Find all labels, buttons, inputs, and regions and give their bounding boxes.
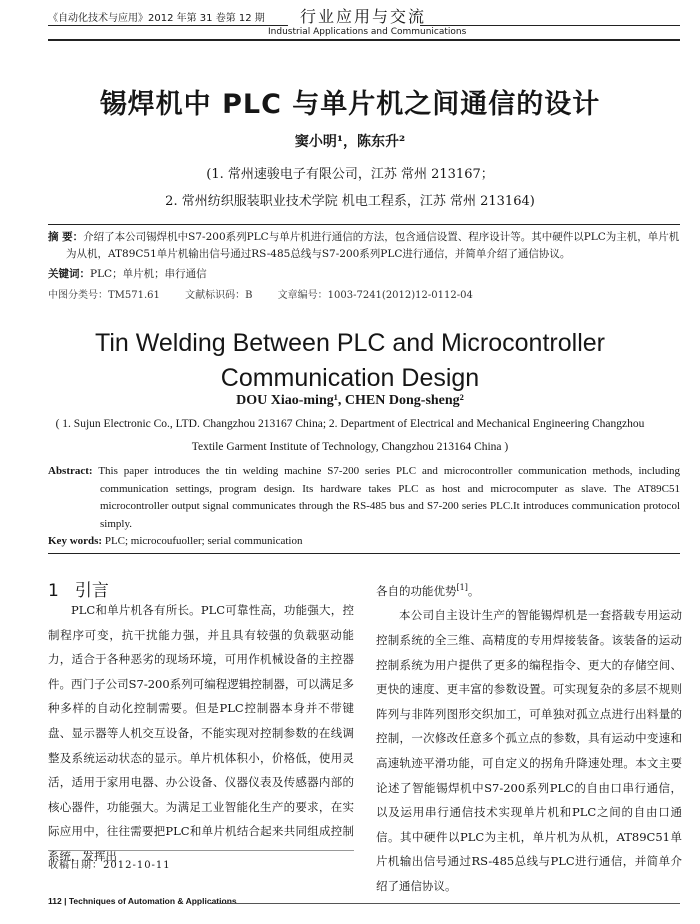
abstract-en xyxy=(48,463,680,533)
continuation-end: 。 xyxy=(467,583,480,598)
affiliation-en-2: Textile Garment Institute of Technology, Changzhou 213164 China ) xyxy=(191,441,509,453)
keywords-cn xyxy=(48,266,207,281)
authors-cn: 窦小明¹，陈东升² xyxy=(294,134,406,150)
section-number: 1 xyxy=(48,581,59,601)
affiliation-cn-2: 2. 常州纺织服装职业技术学院 机电工程系，江苏 常州 213164) xyxy=(165,194,535,209)
abstract-cn-body xyxy=(48,229,680,263)
keywords-cn-text: PLC；单片机；串行通信 xyxy=(90,268,207,280)
journal-issue-info: 《自动化技术与应用》2012 年第 31 卷第 12 期 xyxy=(48,13,265,24)
abstract-en-body xyxy=(48,463,680,533)
paper-title-cn: 锡焊机中 PLC 与单片机之间通信的设计 xyxy=(99,89,601,120)
paper-title-en-line1: Tin Welding Between PLC and Microcontroller xyxy=(95,329,605,357)
affiliation-cn-1: (1. 常州速骏电子有限公司，江苏 常州 213167； xyxy=(206,167,494,182)
abstract-en-text: This paper introduces the tin welding machine S7-200 series PLC and microcontroller communication methods, including communication settings, program design. Its hardware takes PLC as host and microcomputer as slave. The AT89C51 microcontroller output signal communicates through the RS-485 bus and S7-200 series PLC.It introduces communication protocol simply. xyxy=(98,465,680,530)
clc-number: 中图分类号：TM571.61 xyxy=(48,290,160,301)
section-title: 引言 xyxy=(74,581,109,601)
header-rule-right xyxy=(420,25,680,26)
received-date: 收稿日期：2012-10-11 xyxy=(48,860,171,871)
keywords-cn-label: 关键词： xyxy=(48,268,90,280)
affiliation-en-1: ( 1. Sujun Electronic Co., LTD. Changzhou 213167 China; 2. Department of Electrical and Mechanical Engineering Changzhou xyxy=(55,418,645,430)
doc-code: 文献标识码：B xyxy=(185,290,253,301)
abstract-cn-label: 摘 要： xyxy=(48,231,84,243)
article-number: 文章编号：1003-7241(2012)12-0112-04 xyxy=(277,290,473,301)
continuation-text: 各自的功能优势 xyxy=(376,583,457,598)
abstract-cn-text: 介绍了本公司锡焊机中S7-200系列PLC与单片机进行通信的方法，包含通信设置、程序设计等。其中硬件以PLC为主机，单片机为从机，AT89C51单片机输出信号通过RS-485总线与S7-200系列PLC进行通信，并简单介绍了通信协议。 xyxy=(66,231,680,260)
body-column-left xyxy=(48,598,354,869)
header-rule-bottom xyxy=(48,39,680,41)
separator-body xyxy=(48,553,680,554)
paragraph-company: 本公司自主设计生产的智能锡焊机是一套搭载专用运动控制系统的全三维、高精度的专用焊接装备。该装备的运动控制系统为用户提供了更多的编程指令、更大的存储空间、更快的速度、更丰富的参数设置。可实现复杂的多层不规则阵列与非阵列图形交织加工，可单独对孤立点进行出料量的控制，一次修改任意多个孤立点的参数，具有运动中变速和高速轨迹平滑功能，可自定义的拐角升降速处理。本文主要论述了智能锡焊机中S7-200系列PLC的自由口串行通信，以及运用串行通信技术实现单片机和PLC之间的自由口通信。其中硬件以PLC为主机，单片机为从机，AT89C51单片机输出信号通过RS-485总线与PLC进行通信，并简单介绍了通信协议。 xyxy=(376,608,682,893)
header-rule-left xyxy=(48,25,288,26)
footnote-rule xyxy=(48,850,354,851)
column-title-cn: 行业应用与交流 xyxy=(300,7,427,26)
separator-abstract xyxy=(48,224,680,225)
paragraph-continuation xyxy=(376,576,682,603)
footer-rule xyxy=(208,903,680,904)
citation-ref: [1] xyxy=(456,583,468,592)
paragraph-intro: PLC和单片机各有所长。PLC可靠性高，功能强大，控制程序可变，抗干扰能力强，并且具有较强的负载驱动能力，适合于各种恶劣的现场环境，可用作机械设备的主控器件。西门子公司S7-200系列可编程逻辑控制器，可以满足多种多样的自动化控制需要。但是PLC控制器本身并不带键盘、显示器等人机交互设备，不能实现对控制参数的在线调整及系统运动状态的显示。单片机体积小，价格低，使用灵活，适用于家用电器、办公设备、仪器仪表及传感器内部的核心器件，功能强大。为满足工业智能化生产的要求，在实际应用中，往往需要把PLC和单片机结合起来共同组成控制系统，发挥出 xyxy=(48,603,354,863)
authors-en: DOU Xiao-ming¹, CHEN Dong-sheng² xyxy=(236,393,464,408)
paper-title-en xyxy=(0,326,700,396)
abstract-cn xyxy=(48,229,680,263)
keywords-en-text: PLC; microcoufuoller; serial communication xyxy=(104,535,303,547)
classification-row xyxy=(48,286,495,301)
column-title-en: Industrial Applications and Communications xyxy=(268,27,467,37)
page-footer: 112 | Techniques of Automation & Applications xyxy=(48,896,237,906)
keywords-en-label: Key words: xyxy=(48,535,103,547)
body-column-right xyxy=(376,576,682,899)
paper-title-en-line2: Communication Design xyxy=(220,364,480,392)
abstract-en-label: Abstract: xyxy=(48,465,93,477)
keywords-en xyxy=(48,535,302,547)
